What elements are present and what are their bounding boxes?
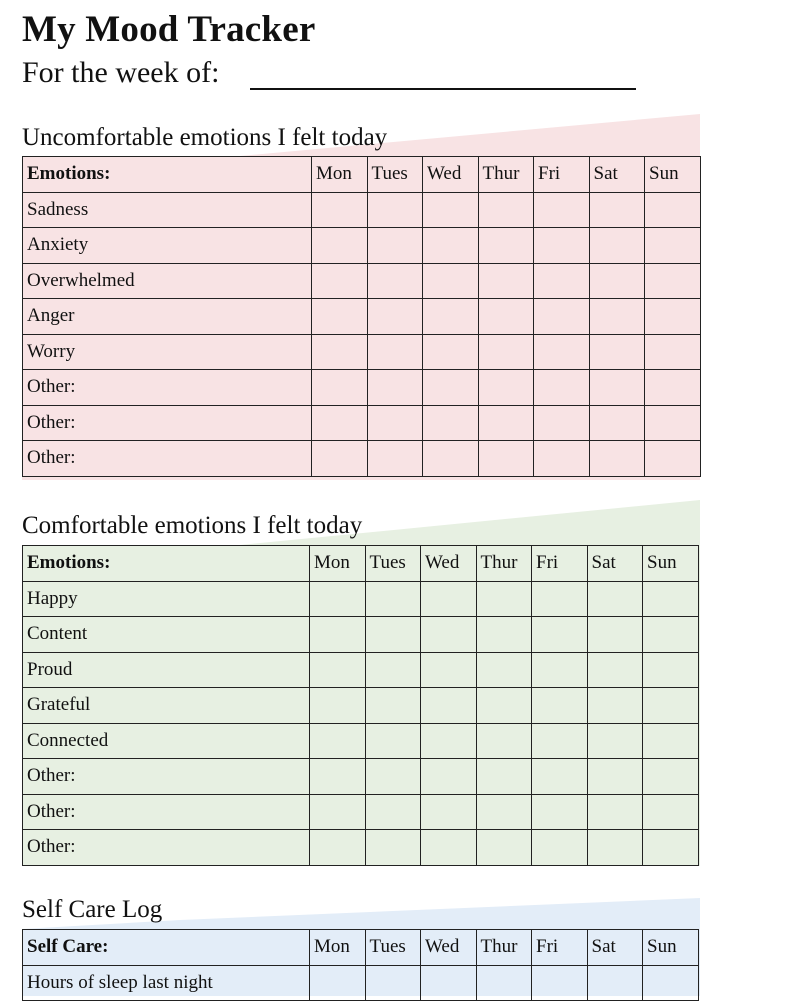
self-care-log-section [0, 890, 794, 996]
day-checkbox-cell[interactable] [367, 263, 423, 299]
table-row [23, 263, 701, 299]
week-label: For the week of: [22, 56, 220, 89]
day-checkbox-cell[interactable] [589, 441, 645, 477]
table-header-row [23, 930, 699, 966]
day-checkbox-cell[interactable] [587, 652, 643, 688]
day-checkbox-cell[interactable] [643, 794, 699, 830]
day-checkbox-cell[interactable] [643, 652, 699, 688]
day-checkbox-cell[interactable] [534, 405, 590, 441]
table-row [23, 652, 699, 688]
day-checkbox-cell[interactable] [310, 581, 366, 617]
day-checkbox-cell[interactable] [532, 830, 588, 866]
day-checkbox-cell[interactable] [310, 759, 366, 795]
day-checkbox-cell[interactable] [312, 263, 368, 299]
day-checkbox-cell[interactable] [423, 299, 479, 335]
day-checkbox-cell[interactable] [421, 581, 477, 617]
day-header: Mon [310, 930, 366, 966]
day-checkbox-cell[interactable] [421, 794, 477, 830]
row-label: Grateful [23, 688, 310, 724]
section-heading: Self Care Log [22, 896, 163, 923]
day-header: Thur [478, 157, 534, 193]
row-label: Other: [23, 370, 312, 406]
day-checkbox-cell[interactable] [589, 192, 645, 228]
day-checkbox-cell[interactable] [367, 441, 423, 477]
day-checkbox-cell[interactable] [365, 965, 421, 1001]
row-label: Worry [23, 334, 312, 370]
day-checkbox-cell[interactable] [476, 688, 532, 724]
day-header: Sun [645, 157, 701, 193]
page-title: My Mood Tracker [22, 9, 316, 50]
day-checkbox-cell[interactable] [534, 192, 590, 228]
day-checkbox-cell[interactable] [643, 688, 699, 724]
day-checkbox-cell[interactable] [423, 192, 479, 228]
day-checkbox-cell[interactable] [645, 263, 701, 299]
day-checkbox-cell[interactable] [645, 334, 701, 370]
day-checkbox-cell[interactable] [367, 405, 423, 441]
row-label: Anger [23, 299, 312, 335]
day-checkbox-cell[interactable] [367, 228, 423, 264]
week-input-line[interactable] [250, 88, 636, 90]
day-checkbox-cell[interactable] [532, 794, 588, 830]
table-row [23, 334, 701, 370]
day-checkbox-cell[interactable] [423, 228, 479, 264]
day-checkbox-cell[interactable] [478, 405, 534, 441]
day-checkbox-cell[interactable] [534, 299, 590, 335]
day-checkbox-cell[interactable] [310, 617, 366, 653]
section-heading: Comfortable emotions I felt today [22, 512, 363, 539]
table-row [23, 441, 701, 477]
row-label: Content [23, 617, 310, 653]
day-checkbox-cell[interactable] [312, 441, 368, 477]
day-checkbox-cell[interactable] [310, 794, 366, 830]
day-checkbox-cell[interactable] [478, 228, 534, 264]
day-checkbox-cell[interactable] [312, 334, 368, 370]
table-row [23, 617, 699, 653]
day-checkbox-cell[interactable] [365, 759, 421, 795]
day-checkbox-cell[interactable] [423, 405, 479, 441]
day-header: Thur [476, 930, 532, 966]
day-checkbox-cell[interactable] [476, 617, 532, 653]
uncomfortable-emotions-table [22, 156, 701, 477]
first-column-header: Emotions: [23, 546, 310, 582]
day-checkbox-cell[interactable] [643, 723, 699, 759]
row-label: Anxiety [23, 228, 312, 264]
day-checkbox-cell[interactable] [312, 299, 368, 335]
day-checkbox-cell[interactable] [478, 299, 534, 335]
table-row [23, 192, 701, 228]
day-checkbox-cell[interactable] [478, 334, 534, 370]
day-checkbox-cell[interactable] [367, 334, 423, 370]
day-header: Fri [534, 157, 590, 193]
day-header: Thur [476, 546, 532, 582]
day-checkbox-cell[interactable] [421, 723, 477, 759]
row-label: Proud [23, 652, 310, 688]
day-checkbox-cell[interactable] [365, 688, 421, 724]
table-row [23, 370, 701, 406]
day-checkbox-cell[interactable] [476, 830, 532, 866]
day-checkbox-cell[interactable] [534, 263, 590, 299]
day-checkbox-cell[interactable] [532, 652, 588, 688]
day-checkbox-cell[interactable] [312, 370, 368, 406]
day-checkbox-cell[interactable] [645, 405, 701, 441]
section-heading: Uncomfortable emotions I felt today [22, 124, 388, 151]
day-checkbox-cell[interactable] [310, 652, 366, 688]
day-checkbox-cell[interactable] [310, 688, 366, 724]
day-checkbox-cell[interactable] [421, 652, 477, 688]
day-checkbox-cell[interactable] [587, 688, 643, 724]
day-checkbox-cell[interactable] [645, 299, 701, 335]
day-header: Wed [421, 930, 477, 966]
day-checkbox-cell[interactable] [534, 334, 590, 370]
day-header: Sat [587, 930, 643, 966]
day-checkbox-cell[interactable] [643, 830, 699, 866]
day-checkbox-cell[interactable] [589, 263, 645, 299]
day-header: Wed [423, 157, 479, 193]
day-checkbox-cell[interactable] [423, 334, 479, 370]
day-checkbox-cell[interactable] [589, 405, 645, 441]
day-checkbox-cell[interactable] [367, 299, 423, 335]
day-checkbox-cell[interactable] [643, 581, 699, 617]
day-checkbox-cell[interactable] [534, 370, 590, 406]
day-checkbox-cell[interactable] [421, 759, 477, 795]
comfortable-emotions-table [22, 545, 699, 866]
day-checkbox-cell[interactable] [478, 263, 534, 299]
day-header: Wed [421, 546, 477, 582]
day-checkbox-cell[interactable] [478, 370, 534, 406]
day-header: Sun [643, 546, 699, 582]
day-checkbox-cell[interactable] [423, 263, 479, 299]
day-checkbox-cell[interactable] [423, 370, 479, 406]
day-checkbox-cell[interactable] [310, 965, 366, 1001]
day-checkbox-cell[interactable] [476, 794, 532, 830]
row-label: Other: [23, 441, 312, 477]
day-checkbox-cell[interactable] [532, 965, 588, 1001]
day-checkbox-cell[interactable] [534, 441, 590, 477]
table-row [23, 723, 699, 759]
row-label: Connected [23, 723, 310, 759]
day-checkbox-cell[interactable] [645, 192, 701, 228]
day-checkbox-cell[interactable] [589, 299, 645, 335]
day-header: Fri [532, 546, 588, 582]
day-checkbox-cell[interactable] [589, 334, 645, 370]
day-header: Sat [587, 546, 643, 582]
table-header-row [23, 157, 701, 193]
day-checkbox-cell[interactable] [532, 723, 588, 759]
day-checkbox-cell[interactable] [643, 965, 699, 1001]
day-checkbox-cell[interactable] [587, 581, 643, 617]
comfortable-emotions-section [0, 498, 794, 870]
day-checkbox-cell[interactable] [476, 581, 532, 617]
table-row [23, 830, 699, 866]
row-label: Other: [23, 794, 310, 830]
day-checkbox-cell[interactable] [421, 688, 477, 724]
row-label: Other: [23, 405, 312, 441]
row-label: Other: [23, 830, 310, 866]
table-header-row [23, 546, 699, 582]
day-checkbox-cell[interactable] [532, 688, 588, 724]
day-checkbox-cell[interactable] [367, 370, 423, 406]
day-checkbox-cell[interactable] [587, 759, 643, 795]
day-checkbox-cell[interactable] [365, 617, 421, 653]
table-row [23, 794, 699, 830]
day-checkbox-cell[interactable] [587, 723, 643, 759]
day-checkbox-cell[interactable] [423, 441, 479, 477]
day-checkbox-cell[interactable] [476, 759, 532, 795]
day-checkbox-cell[interactable] [645, 441, 701, 477]
table-row [23, 299, 701, 335]
day-checkbox-cell[interactable] [421, 830, 477, 866]
day-header: Fri [532, 930, 588, 966]
day-checkbox-cell[interactable] [532, 759, 588, 795]
row-label: Hours of sleep last night [23, 965, 310, 1001]
day-checkbox-cell[interactable] [367, 192, 423, 228]
day-checkbox-cell[interactable] [589, 228, 645, 264]
day-checkbox-cell[interactable] [587, 965, 643, 1001]
day-header: Tues [365, 930, 421, 966]
day-checkbox-cell[interactable] [421, 617, 477, 653]
day-checkbox-cell[interactable] [476, 723, 532, 759]
table-row [23, 228, 701, 264]
day-checkbox-cell[interactable] [589, 370, 645, 406]
row-label: Sadness [23, 192, 312, 228]
day-header: Mon [310, 546, 366, 582]
day-header: Tues [367, 157, 423, 193]
day-checkbox-cell[interactable] [365, 830, 421, 866]
day-checkbox-cell[interactable] [587, 794, 643, 830]
table-row [23, 581, 699, 617]
day-checkbox-cell[interactable] [645, 370, 701, 406]
day-header: Sat [589, 157, 645, 193]
table-row [23, 688, 699, 724]
self-care-table [22, 929, 699, 1001]
day-checkbox-cell[interactable] [587, 830, 643, 866]
table-row [23, 965, 699, 1001]
day-checkbox-cell[interactable] [310, 830, 366, 866]
day-checkbox-cell[interactable] [476, 965, 532, 1001]
day-checkbox-cell[interactable] [365, 794, 421, 830]
day-checkbox-cell[interactable] [310, 723, 366, 759]
first-column-header: Self Care: [23, 930, 310, 966]
day-checkbox-cell[interactable] [365, 581, 421, 617]
day-checkbox-cell[interactable] [645, 228, 701, 264]
row-label: Happy [23, 581, 310, 617]
day-header: Tues [365, 546, 421, 582]
row-label: Overwhelmed [23, 263, 312, 299]
day-checkbox-cell[interactable] [421, 965, 477, 1001]
day-checkbox-cell[interactable] [365, 723, 421, 759]
day-checkbox-cell[interactable] [643, 617, 699, 653]
day-checkbox-cell[interactable] [478, 192, 534, 228]
day-checkbox-cell[interactable] [643, 759, 699, 795]
day-header: Sun [643, 930, 699, 966]
day-checkbox-cell[interactable] [312, 192, 368, 228]
day-checkbox-cell[interactable] [365, 652, 421, 688]
day-checkbox-cell[interactable] [476, 652, 532, 688]
uncomfortable-emotions-section [0, 110, 794, 482]
table-row [23, 405, 701, 441]
day-checkbox-cell[interactable] [532, 581, 588, 617]
table-row [23, 759, 699, 795]
day-header: Mon [312, 157, 368, 193]
first-column-header: Emotions: [23, 157, 312, 193]
day-checkbox-cell[interactable] [312, 228, 368, 264]
day-checkbox-cell[interactable] [312, 405, 368, 441]
row-label: Other: [23, 759, 310, 795]
day-checkbox-cell[interactable] [532, 617, 588, 653]
day-checkbox-cell[interactable] [478, 441, 534, 477]
day-checkbox-cell[interactable] [587, 617, 643, 653]
day-checkbox-cell[interactable] [534, 228, 590, 264]
